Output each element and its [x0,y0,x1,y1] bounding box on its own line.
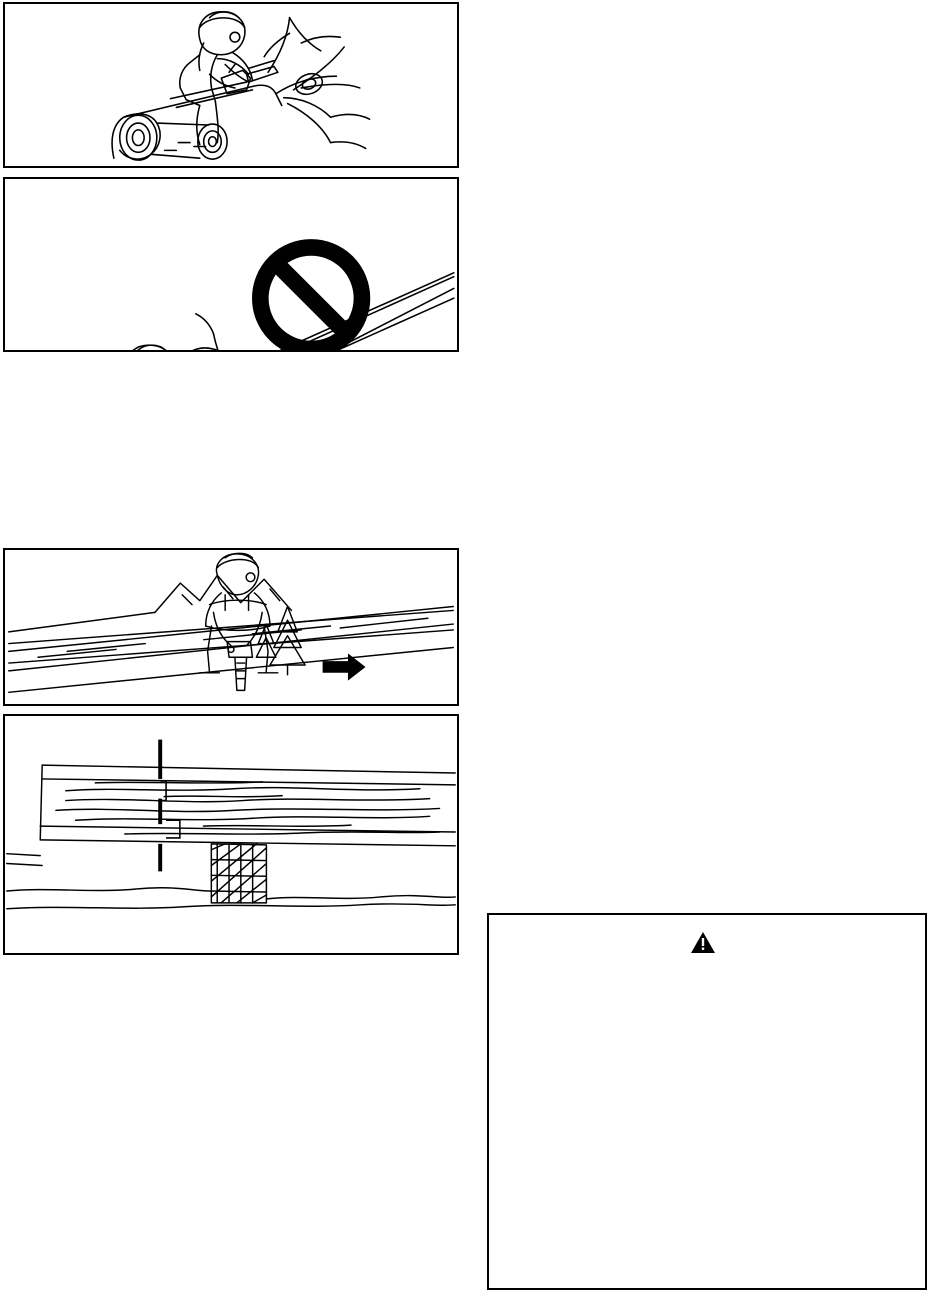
warning-triangle-icon [690,931,716,954]
limbing-a-felled-tree-illustration [3,2,459,168]
slope-bucking-figure-svg [5,550,457,704]
prohibition-circle-slash-icon [260,247,362,349]
bucking-on-slope-illustration [3,548,459,706]
prohibited-limbing-figure-svg [5,179,457,350]
log-supported-at-one-end-cutting-diagram [3,714,459,955]
warning-header [507,929,907,955]
warning-callout-box [487,913,927,1290]
log-support-diagram-svg [5,716,457,953]
limbing-figure-svg [5,4,457,166]
limbing-from-unstable-position-prohibited-illustration [3,177,459,352]
